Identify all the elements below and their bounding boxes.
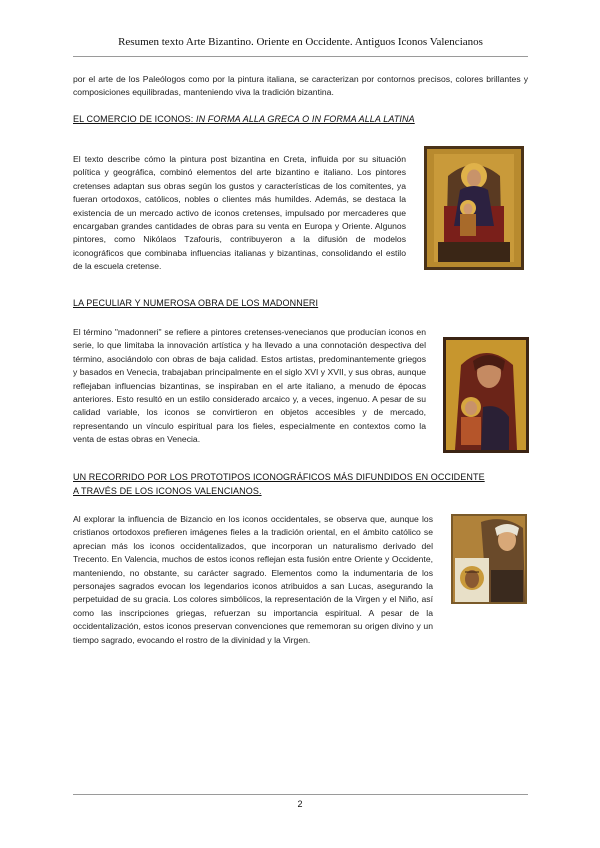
header-divider	[73, 56, 528, 57]
section-heading-recorrido-line2: A TRAVÉS DE LOS ICONOS VALENCIANOS.	[73, 486, 262, 496]
section-heading-comercio: EL COMERCIO DE ICONOS: IN FORMA ALLA GRECA O IN FORMA ALLA LATINA	[73, 114, 415, 124]
icon-image-virgin-enthroned	[424, 146, 524, 270]
section-heading-madonneri: LA PECULIAR Y NUMEROSA OBRA DE LOS MADONNERI	[73, 298, 319, 308]
intro-paragraph: por el arte de los Paleólogos como por la pintura italiana, se caracterizan por contornos precisos, colores brillantes y composiciones equilibradas, manteniendo viva la tradición bizantina.	[73, 74, 528, 98]
section-text-comercio: El texto describe cómo la pintura post bizantina en Creta, influida por su situación política y geográfica, combinó elementos del arte bizantino e italiano. Los pintores cretenses adaptan sus obras según los gustos y características de los comitentes, ya fueran ortodoxos, católicos, nobles o clientes más humildes. Además, se destaca la existencia de un mercado activo de iconos cretenses, impulsado por mercaderes que encargaban grandes cantidades de obras para su venta en Europa y Oriente. Algunos pintores, como Nikólaos Tzafouris, contribuyeron a la difusión de modelos iconográficos que combinaba influencias italianas y bizantinas, consolidando el estilo de la escuela cretense.	[73, 154, 406, 272]
section-text-madonneri: El término "madonneri" se refiere a pintores cretenses-venecianos que producían iconos en serie, lo que limitaba la innovación artística y ha llevado a una connotación despectiva del término, asociándolo con obras de baja calidad. Estos artistas, predominantemente griegos y basados en Venecia, trabajaban principalmente en el siglo XVI y XVII, y sus obras, aunque reflejaban influencias bizantinas, se inspiraban en el arte italiano, a menudo de épocas anteriores. Esto resultó en un estilo considerado arcaico y, a veces, ingenuo. A pesar de su calidad variable, los iconos se convirtieron en objetos accesibles y de mercado, representando un vínculo espiritual para los fieles, especialmente en contextos como la venta de estas obras en Venecia.	[73, 327, 426, 445]
section-text-recorrido: Al explorar la influencia de Bizancio en los iconos occidentales, se observa que, aunque los cristianos ortodoxos prefieren imágenes fieles a la tradición oriental, en el ámbito católico se aprecian más los iconos occidentalizados, que incorporan un naturalismo derivado del Trecento. En Valencia, muchos de estos iconos reflejan esta fusión entre Oriente y Occidente, manteniendo, no obstante, su carácter sagrado. Elementos como la indumentaria de los personajes sagrados evocan los legendarios iconos atribuidos a san Lucas, asegurando la perpetuidad de su gracia. Los colores simbólicos, la representación de la Virgen y el Niño, así como las inscripciones griegas, refuerzan su importancia espiritual. A pesar de la occidentalización, estos iconos preservan convenciones que rememoran su origen divino y un tiempo sagrado, evocando el rostro de la divinidad y la Virgen.	[73, 514, 433, 645]
page-number: 2	[297, 799, 303, 809]
running-header: Resumen texto Arte Bizantino. Oriente en Occidente. Antiguos Iconos Valencianos	[118, 36, 483, 48]
icon-image-holy-face	[451, 514, 527, 604]
section-heading-recorrido-line1: UN RECORRIDO POR LOS PROTOTIPOS ICONOGRÁFICOS MÁS DIFUNDIDOS EN OCCIDENTE	[73, 472, 485, 482]
icon-image-virgin-and-child	[443, 337, 529, 453]
footer-divider	[73, 794, 528, 795]
